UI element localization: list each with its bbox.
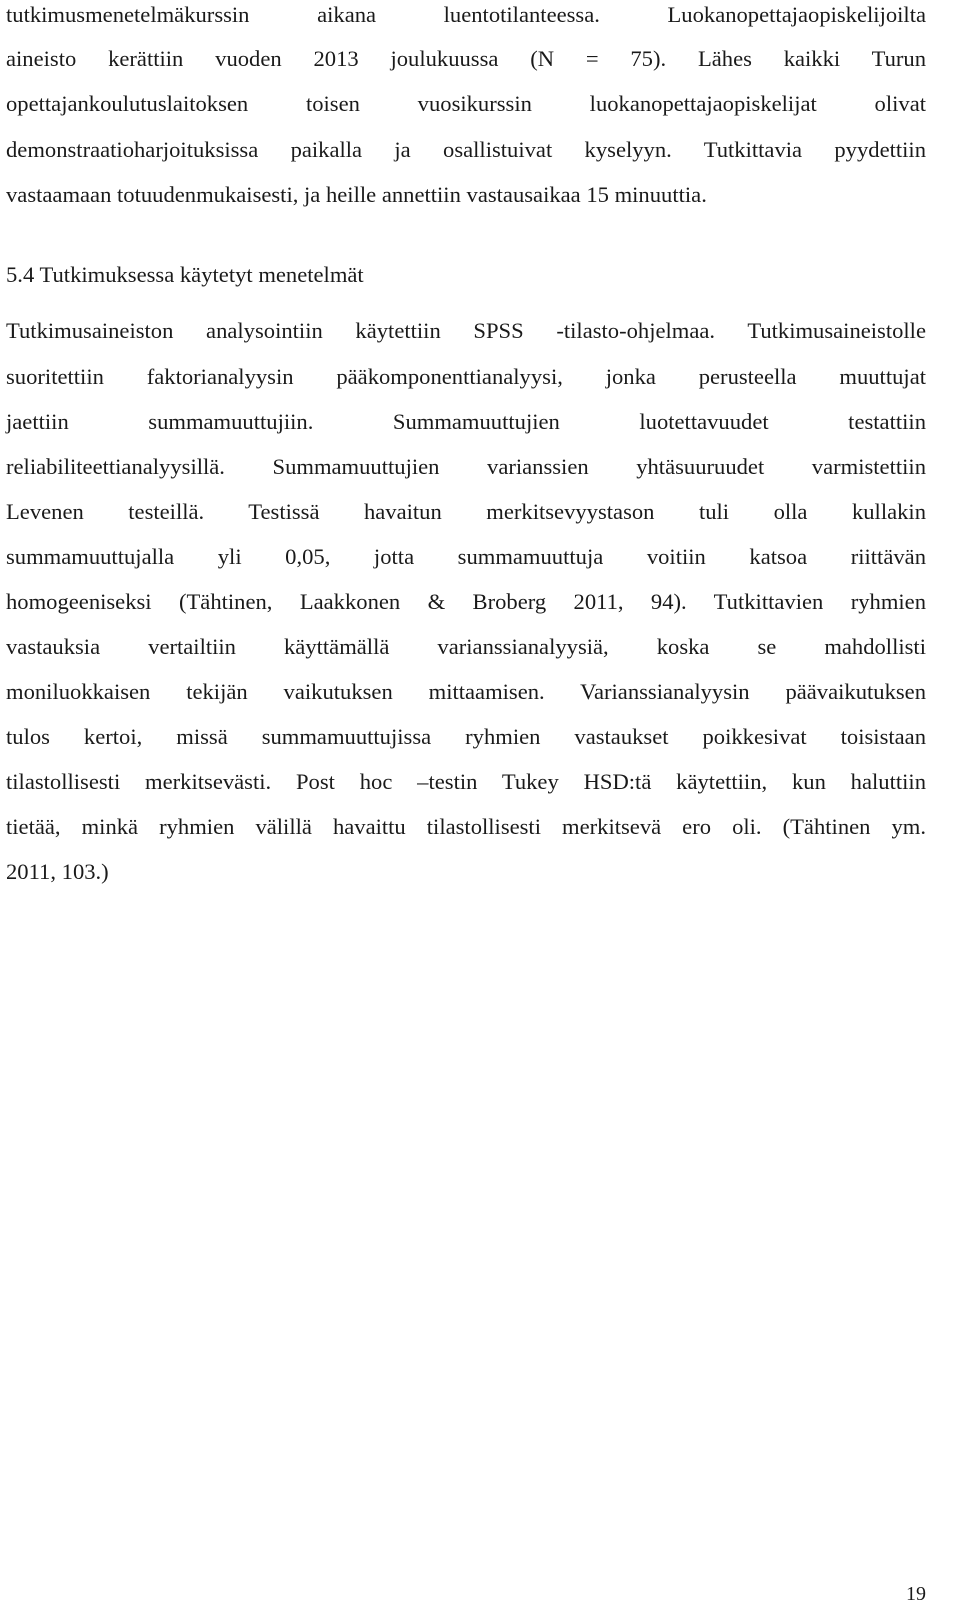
paragraph-line: tilastollisesti merkitsevästi. Post hoc –testin Tukey HSD:tä käytettiin, kun haluttiin [6, 769, 926, 794]
paragraph-line: summamuuttujalla yli 0,05, jotta summamuuttuja voitiin katsoa riittävän [6, 544, 926, 569]
paragraph-line: demonstraatioharjoituksissa paikalla ja osallistuivat kyselyyn. Tutkittavia pyydettiin [6, 137, 926, 162]
paragraph-line: reliabiliteettianalyysillä. Summamuuttujien varianssien yhtäsuuruudet varmistettiin [6, 454, 926, 479]
paragraph-line: tietää, minkä ryhmien välillä havaittu tilastollisesti merkitsevä ero oli. (Tähtinen ym. [6, 814, 926, 839]
paragraph-line: aineisto kerättiin vuoden 2013 joulukuussa (N = 75). Lähes kaikki Turun [6, 46, 926, 71]
paragraph-line: tutkimusmenetelmäkurssin aikana luentotilanteessa. Luokanopettajaopiskelijoilta [6, 2, 926, 27]
section-heading: 5.4 Tutkimuksessa käytetyt menetelmät [6, 262, 364, 287]
paragraph-line: vastaamaan totuudenmukaisesti, ja heille annettiin vastausaikaa 15 minuuttia. [6, 182, 707, 207]
paragraph-line: 2011, 103.) [6, 859, 109, 884]
paragraph-line: moniluokkaisen tekijän vaikutuksen mittaamisen. Varianssianalyysin päävaikutuksen [6, 679, 926, 704]
paragraph-line: opettajankoulutuslaitoksen toisen vuosikurssin luokanopettajaopiskelijat olivat [6, 91, 926, 116]
paragraph-line: Levenen testeillä. Testissä havaitun merkitsevyystason tuli olla kullakin [6, 499, 926, 524]
page-number: 19 [906, 1583, 926, 1605]
paragraph-line: tulos kertoi, missä summamuuttujissa ryhmien vastaukset poikkesivat toisistaan [6, 724, 926, 749]
paragraph-line: homogeeniseksi (Tähtinen, Laakkonen & Broberg 2011, 94). Tutkittavien ryhmien [6, 589, 926, 614]
paragraph-line: vastauksia vertailtiin käyttämällä varianssianalyysiä, koska se mahdollisti [6, 634, 926, 659]
paragraph-line: suoritettiin faktorianalyysin pääkomponenttianalyysi, jonka perusteella muuttujat [6, 364, 926, 389]
paragraph-line: Tutkimusaineiston analysointiin käytettiin SPSS -tilasto-ohjelmaa. Tutkimusaineistolle [6, 318, 926, 343]
paragraph-line: jaettiin summamuuttujiin. Summamuuttujien luotettavuudet testattiin [6, 409, 926, 434]
